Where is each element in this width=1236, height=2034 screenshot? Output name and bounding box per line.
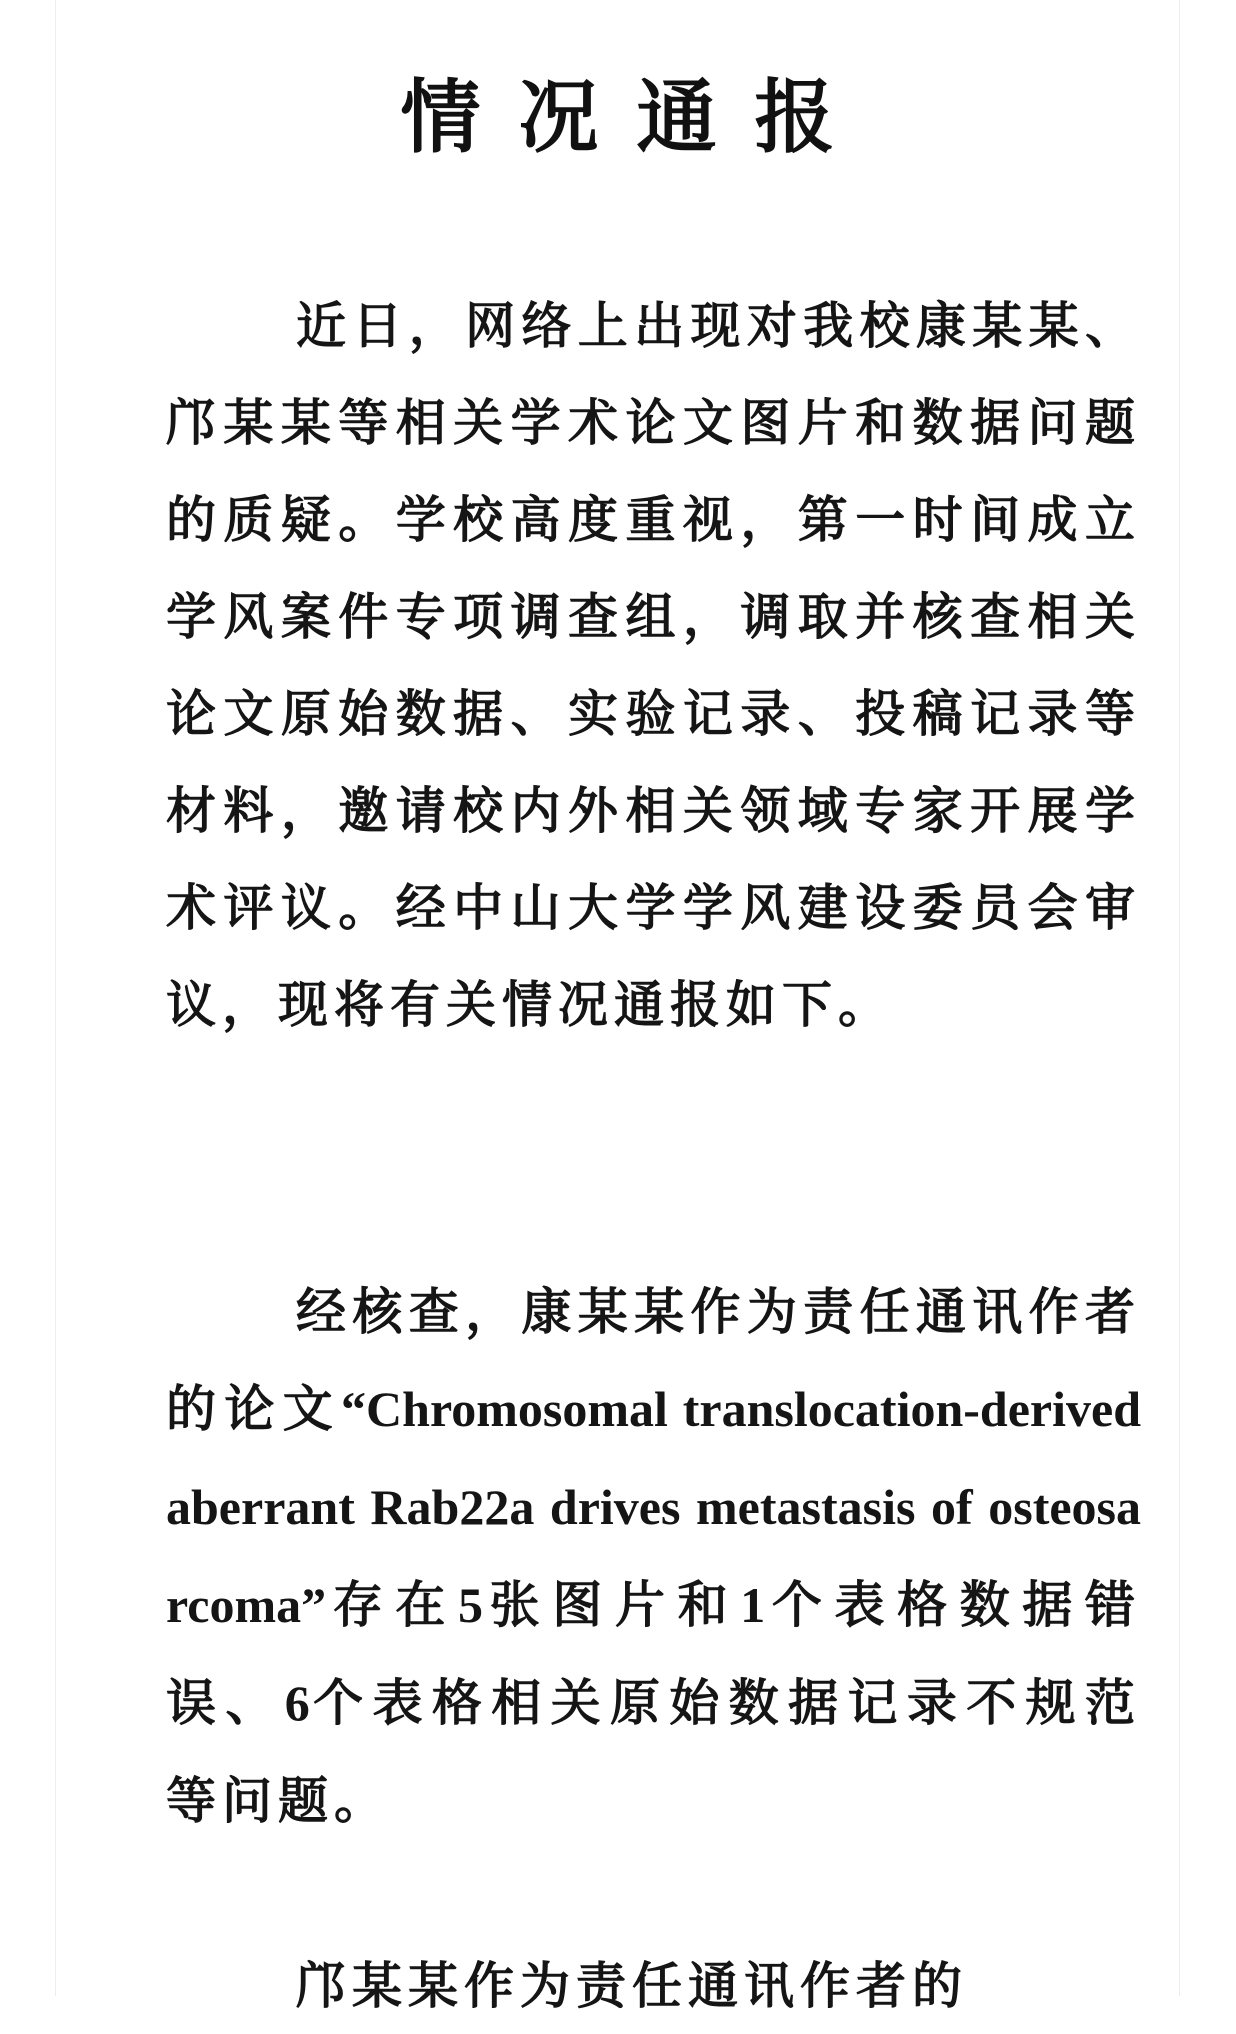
findings-lead-text: 经核查，康某某作为责任通讯作者的论文 (166, 1282, 1141, 1438)
paper-title: “Chromosomal translocation-derived aberrant Rab22a drives metastasis of osteosarcoma” (166, 1381, 1142, 1633)
paragraph-intro: 近日，网络上出现对我校康某某、邝某某等相关学术论文图片和数据问题的质疑。学校高度重视，第一时间成立学风案件专项调查组，调取并核查相关论文原始数据、实验记录、投稿记录等材料，邀请校内外相关领域专家开展学术评议。经中山大学学风建设委员会审议，现将有关情况通报如下。 (166, 296, 1141, 1034)
findings-text-a: 存在 (326, 1575, 459, 1634)
document-title: 情况通报 (400, 70, 873, 164)
table-error-count: 1 (740, 1577, 766, 1633)
document-page (55, 0, 1180, 2015)
image-count: 5 (458, 1577, 484, 1633)
table-record-count: 6 (284, 1675, 310, 1731)
paragraph-findings-kang (166, 1263, 1141, 1849)
findings-text-c: 个表格数据错误、 (166, 1575, 1142, 1732)
paragraph-findings-kuang: 邝某某作为责任通讯作者的 (296, 1956, 968, 2015)
findings-text-d: 个表格相关原始数据记录不规范等问题。 (166, 1673, 1141, 1830)
findings-text-b: 张图片和 (483, 1575, 741, 1634)
